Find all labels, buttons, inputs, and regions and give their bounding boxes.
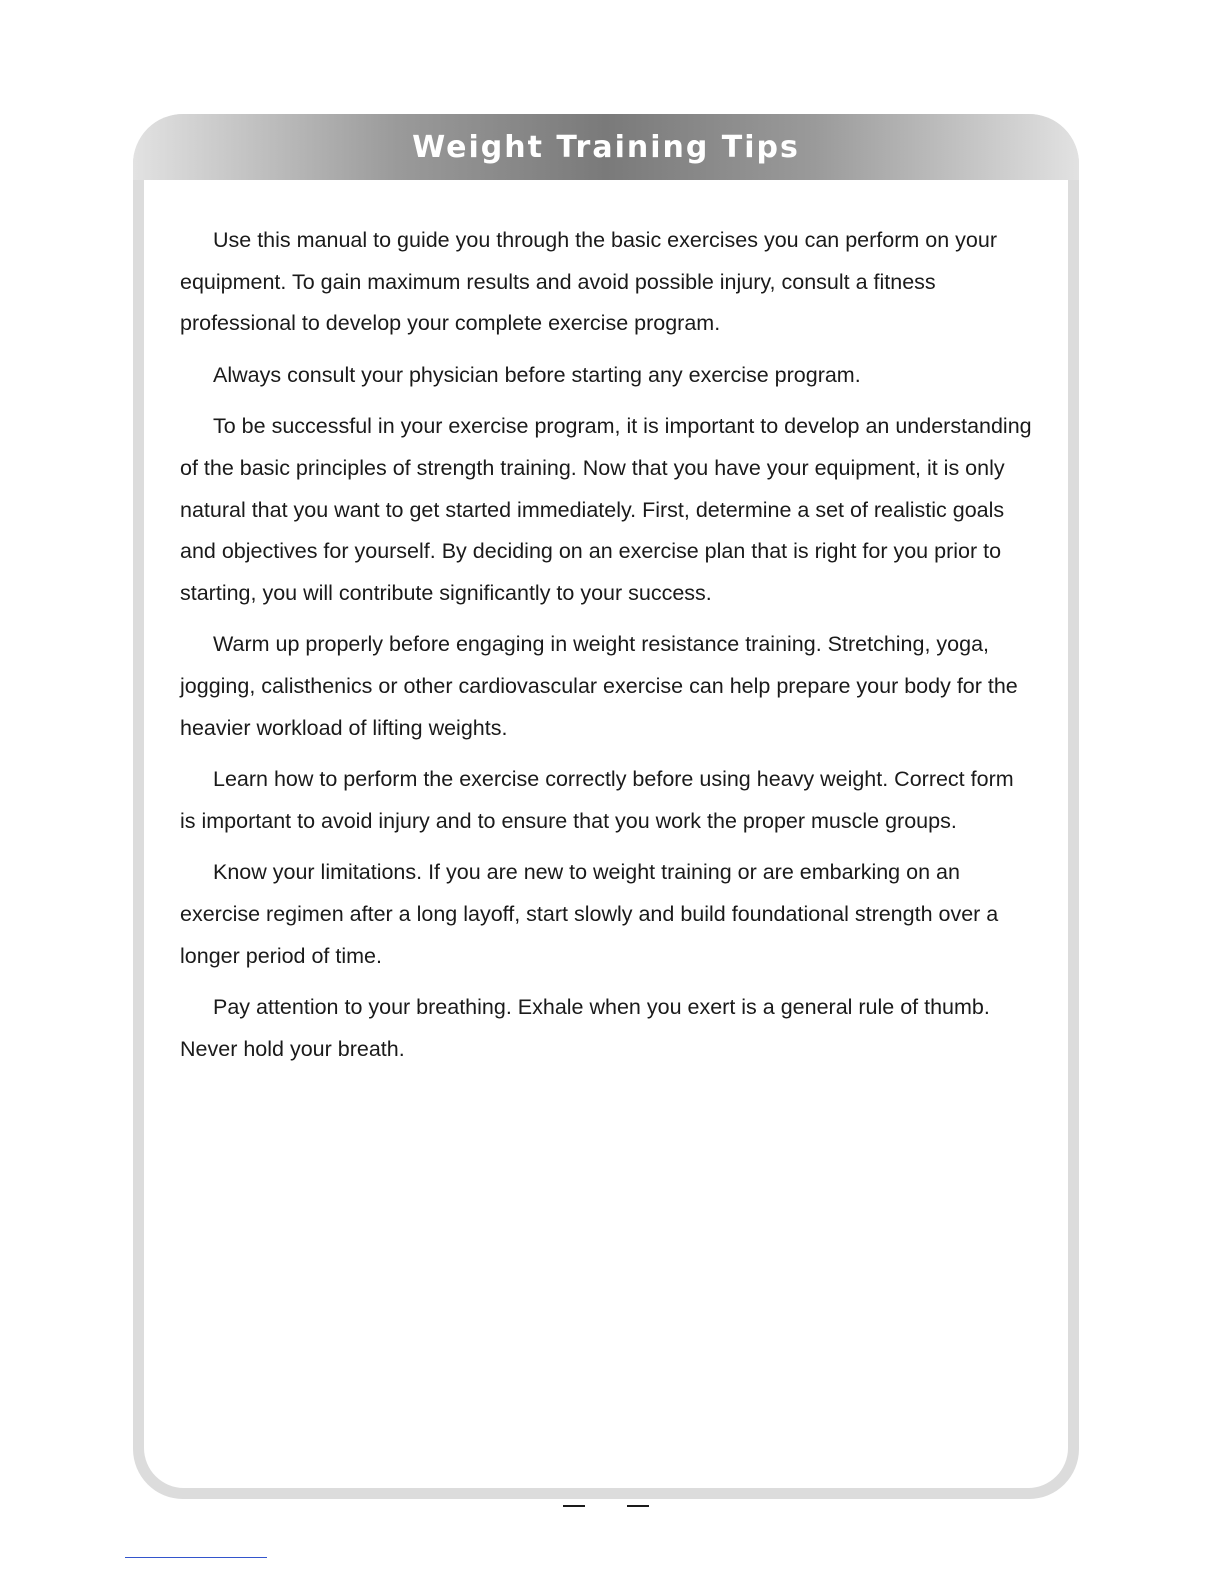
page-number-dash-left <box>563 1505 585 1507</box>
paragraph-form: Learn how to perform the exercise correctly before using heavy weight. Correct form is important to avoid injury and to ensure that you work the proper muscle groups. <box>180 767 1014 833</box>
footnote-rule <box>125 1557 267 1558</box>
tips-body <box>180 220 1035 1080</box>
paragraph-breathing: Pay attention to your breathing. Exhale when you exert is a general rule of thumb. Never hold your breath. <box>180 995 990 1061</box>
paragraph-consult-physician: Always consult your physician before starting any exercise program. <box>213 362 861 387</box>
paragraph-limitations: Know your limitations. If you are new to weight training or are embarking on an exercise regimen after a long layoff, start slowly and build foundational strength over a longer period of time. <box>180 860 999 968</box>
header-bar <box>133 114 1079 180</box>
page-title: Weight Training Tips <box>412 130 800 165</box>
paragraph-warm-up: Warm up properly before engaging in weight resistance training. Stretching, yoga, jogging, calisthenics or other cardiovascular exercise can help prepare your body for the heavier workload of lifting weights. <box>180 632 1018 740</box>
page-number-dash-right <box>627 1505 649 1507</box>
paragraph-intro: Use this manual to guide you through the basic exercises you can perform on your equipment. To gain maximum results and avoid possible injury, consult a fitness professional to develop your complete exercise program. <box>180 228 997 336</box>
paragraph-success: To be successful in your exercise program, it is important to develop an understanding of the basic principles of strength training. Now that you have your equipment, it is only natural that you want to get started immediately. First, determine a set of realistic goals and objectives for yourself. By deciding on an exercise plan that is right for you prior to starting, you will contribute significantly to your success. <box>180 414 1032 605</box>
